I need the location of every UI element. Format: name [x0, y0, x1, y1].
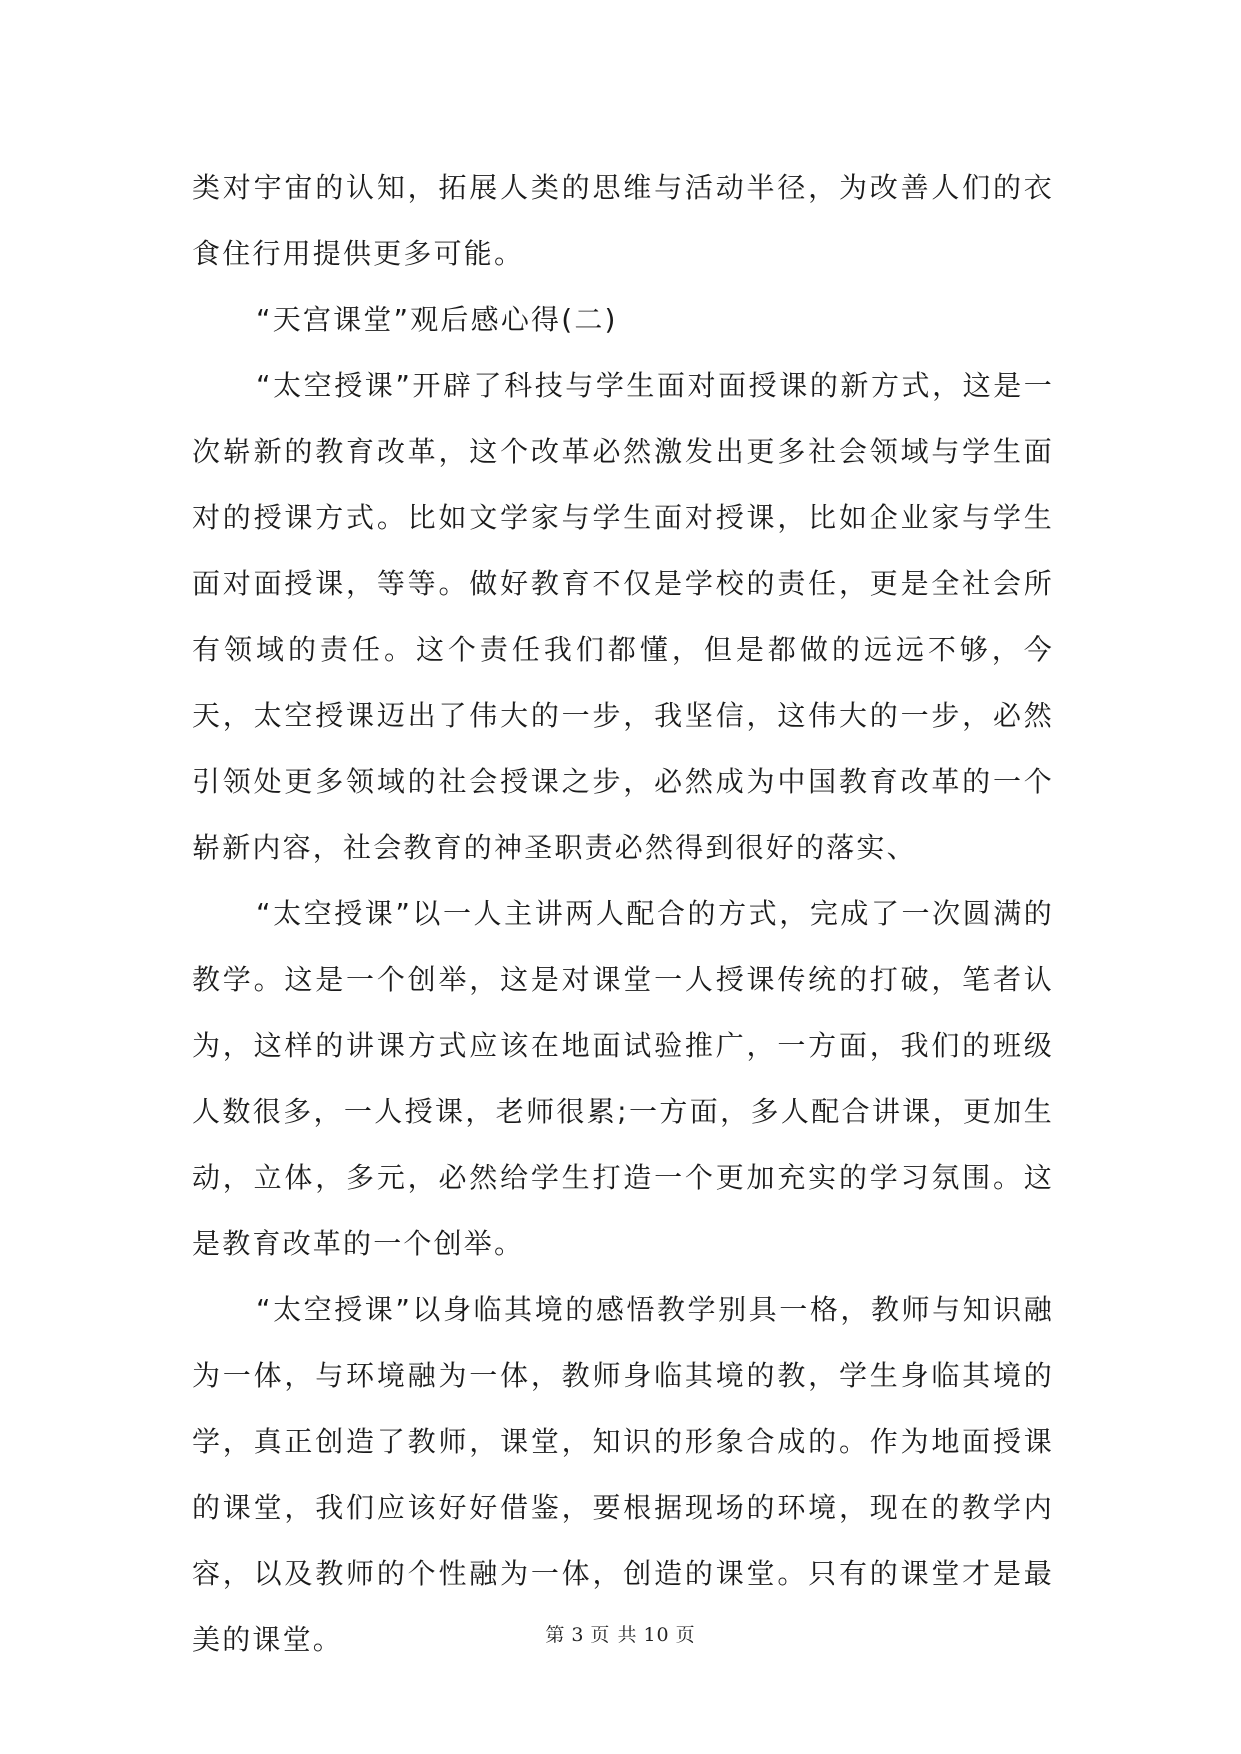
page-number: 3 — [571, 1624, 585, 1646]
paragraph-continuation: 类对宇宙的认知，拓展人类的思维与活动半径，为改善人们的衣食住行用提供更多可能。 — [192, 171, 1054, 270]
paragraph: “太空授课”开辟了科技与学生面对面授课的新方式，这是一次崭新的教育改革，这个改革必然激发出更多社会领域与学生面对的授课方式。比如文学家与学生面对授课，比如企业家与学生面对面授课，等等。做好教育不仅是学校的责任，更是全社会所有领域的责任。这个责任我们都懂，但是都做的远远不够，今天，太空授课迈出了伟大的一步，我坚信，这伟大的一步，必然引领处更多领域的社会授课之步，必然成为中国教育改革的一个崭新内容，社会教育的神圣职责必然得到很好的落实、 — [192, 369, 1054, 864]
section-heading: “天宫课堂”观后感心得(二) — [256, 303, 618, 336]
paragraph: “太空授课”以身临其境的感悟教学别具一格，教师与知识融为一体，与环境融为一体，教师身临其境的教，学生身临其境的学，真正创造了教师，课堂，知识的形象合成的。作为地面授课的课堂，我们应该好好借鉴，要根据现场的环境，现在的教学内容，以及教师的个性融为一体，创造的课堂。只有的课堂才是最美的课堂。 — [192, 1293, 1054, 1656]
document-body — [192, 155, 1054, 1673]
page-total: 10 — [643, 1624, 670, 1646]
footer-prefix: 第 — [545, 1624, 566, 1646]
page-footer — [0, 1620, 1241, 1647]
paragraph: “太空授课”以一人主讲两人配合的方式，完成了一次圆满的教学。这是一个创举，这是对课堂一人授课传统的打破，笔者认为，这样的讲课方式应该在地面试验推广，一方面，我们的班级人数很多，一人授课，老师很累;一方面，多人配合讲课，更加生动，立体，多元，必然给学生打造一个更加充实的学习氛围。这是教育改革的一个创举。 — [192, 897, 1054, 1260]
footer-middle: 页 共 — [590, 1624, 638, 1646]
footer-suffix: 页 — [675, 1624, 696, 1646]
